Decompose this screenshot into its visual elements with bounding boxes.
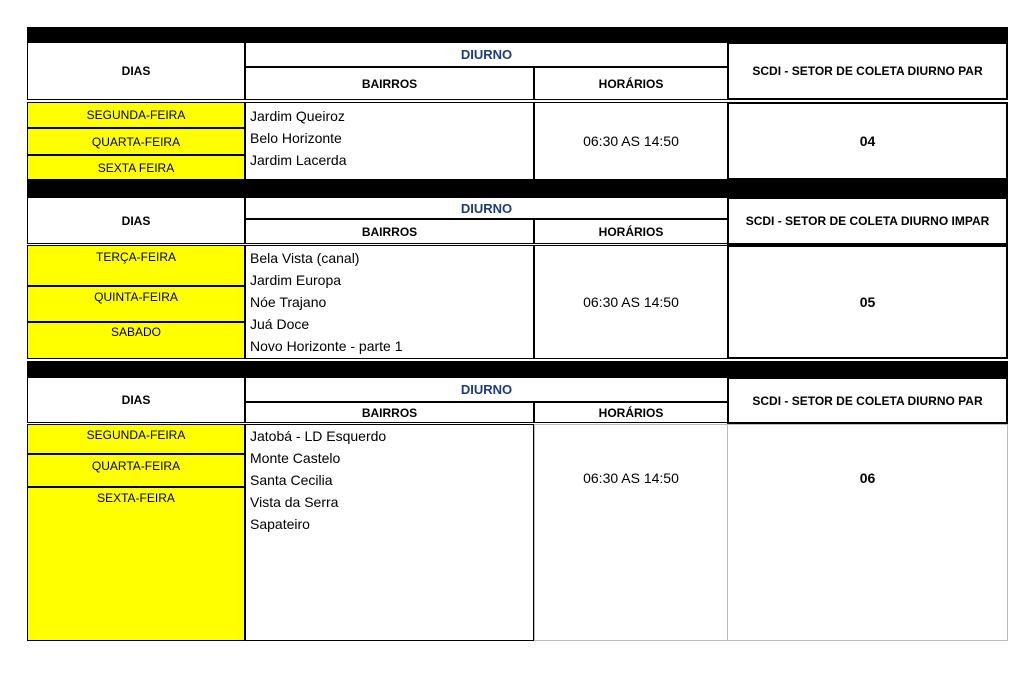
setor-header [727, 42, 1008, 100]
bairro-item: Vista da Serra [250, 494, 339, 510]
diurno-header [245, 197, 728, 219]
horario-value: 06:30 AS 14:50 [583, 469, 679, 486]
bairros-list [245, 424, 534, 641]
section-3-top-bar [27, 361, 1008, 377]
diurno-header [245, 42, 728, 67]
day-label: SEGUNDA-FEIRA [86, 428, 186, 442]
day-label: SEGUNDA-FEIRA [86, 108, 186, 122]
day-label: QUINTA-FEIRA [94, 290, 178, 304]
bairros-list [245, 245, 534, 359]
bairro-item: Jardim Lacerda [250, 152, 347, 168]
day-cell [27, 487, 245, 641]
bairros-header [245, 402, 534, 423]
day-cell [27, 128, 245, 155]
day-cell [27, 454, 245, 487]
day-label: QUARTA-FEIRA [91, 459, 181, 473]
bairro-item: Novo Horizonte - parte 1 [250, 338, 403, 354]
dias-header-label: DIAS [121, 393, 151, 407]
horario-value: 06:30 AS 14:50 [583, 133, 679, 149]
day-cell [27, 286, 245, 322]
day-label: SABADO [110, 325, 161, 339]
setor-header-label: SCDI - SETOR DE COLETA DIURNO PAR [752, 393, 983, 408]
setor-cell [727, 424, 1008, 641]
diurno-header [245, 377, 728, 402]
diurno-header-label: DIURNO [460, 382, 513, 397]
bairro-item: Santa Cecilia [250, 472, 333, 488]
dias-header-label: DIAS [121, 64, 151, 78]
bairros-list [245, 102, 534, 180]
day-cell [27, 322, 245, 359]
setor-header-label: SCDI - SETOR DE COLETA DIURNO IMPAR [745, 214, 990, 228]
dias-header [27, 197, 245, 244]
dias-header [27, 377, 245, 423]
bairro-item: Nóe Trajano [250, 294, 327, 310]
horarios-header [534, 67, 728, 100]
horario-value: 06:30 AS 14:50 [583, 294, 679, 310]
setor-header [727, 197, 1008, 245]
bairro-item: Sapateiro [250, 516, 310, 532]
bairro-item: Bela Vista (canal) [250, 250, 360, 266]
bairros-header-label: BAIRROS [361, 76, 418, 91]
day-label: QUARTA-FEIRA [91, 134, 181, 149]
day-label: TERÇA-FEIRA [95, 250, 176, 264]
horarios-header-label: HORÁRIOS [598, 405, 664, 420]
day-label: SEXTA FEIRA [97, 160, 175, 175]
bairro-item: Jardim Europa [250, 272, 342, 288]
bairros-header-label: BAIRROS [361, 405, 418, 420]
day-label: SEXTA-FEIRA [97, 491, 175, 505]
horario-cell [534, 102, 728, 180]
bairro-item: Juá Doce [250, 316, 310, 332]
horarios-header-label: HORÁRIOS [598, 76, 664, 91]
bairros-header-label: BAIRROS [361, 224, 418, 239]
setor-cell [727, 245, 1008, 359]
setor-value: 05 [859, 294, 876, 310]
day-cell [27, 245, 245, 286]
setor-cell [727, 102, 1008, 180]
section-2-top-bar [27, 180, 1008, 197]
setor-header-label: SCDI - SETOR DE COLETA DIURNO PAR [752, 64, 983, 78]
setor-header [727, 377, 1008, 424]
section-1-top-bar [27, 27, 1008, 42]
horario-cell [534, 424, 728, 641]
bairros-header [245, 219, 534, 244]
horarios-header [534, 402, 728, 423]
dias-header-label: DIAS [121, 213, 151, 228]
bairro-item: Belo Horizonte [250, 130, 342, 146]
bairros-header [245, 67, 534, 100]
day-cell [27, 155, 245, 180]
horario-cell [534, 245, 728, 359]
diurno-header-label: DIURNO [460, 200, 513, 216]
dias-header [27, 42, 245, 100]
setor-value: 04 [859, 133, 876, 149]
bairro-item: Jardim Queiroz [250, 108, 345, 124]
setor-value: 06 [859, 469, 876, 486]
horarios-header [534, 219, 728, 244]
horarios-header-label: HORÁRIOS [598, 224, 664, 239]
bairro-item: Monte Castelo [250, 450, 341, 466]
day-cell [27, 424, 245, 454]
bairro-item: Jatobá - LD Esquerdo [250, 428, 387, 444]
diurno-header-label: DIURNO [460, 47, 513, 62]
day-cell [27, 102, 245, 128]
